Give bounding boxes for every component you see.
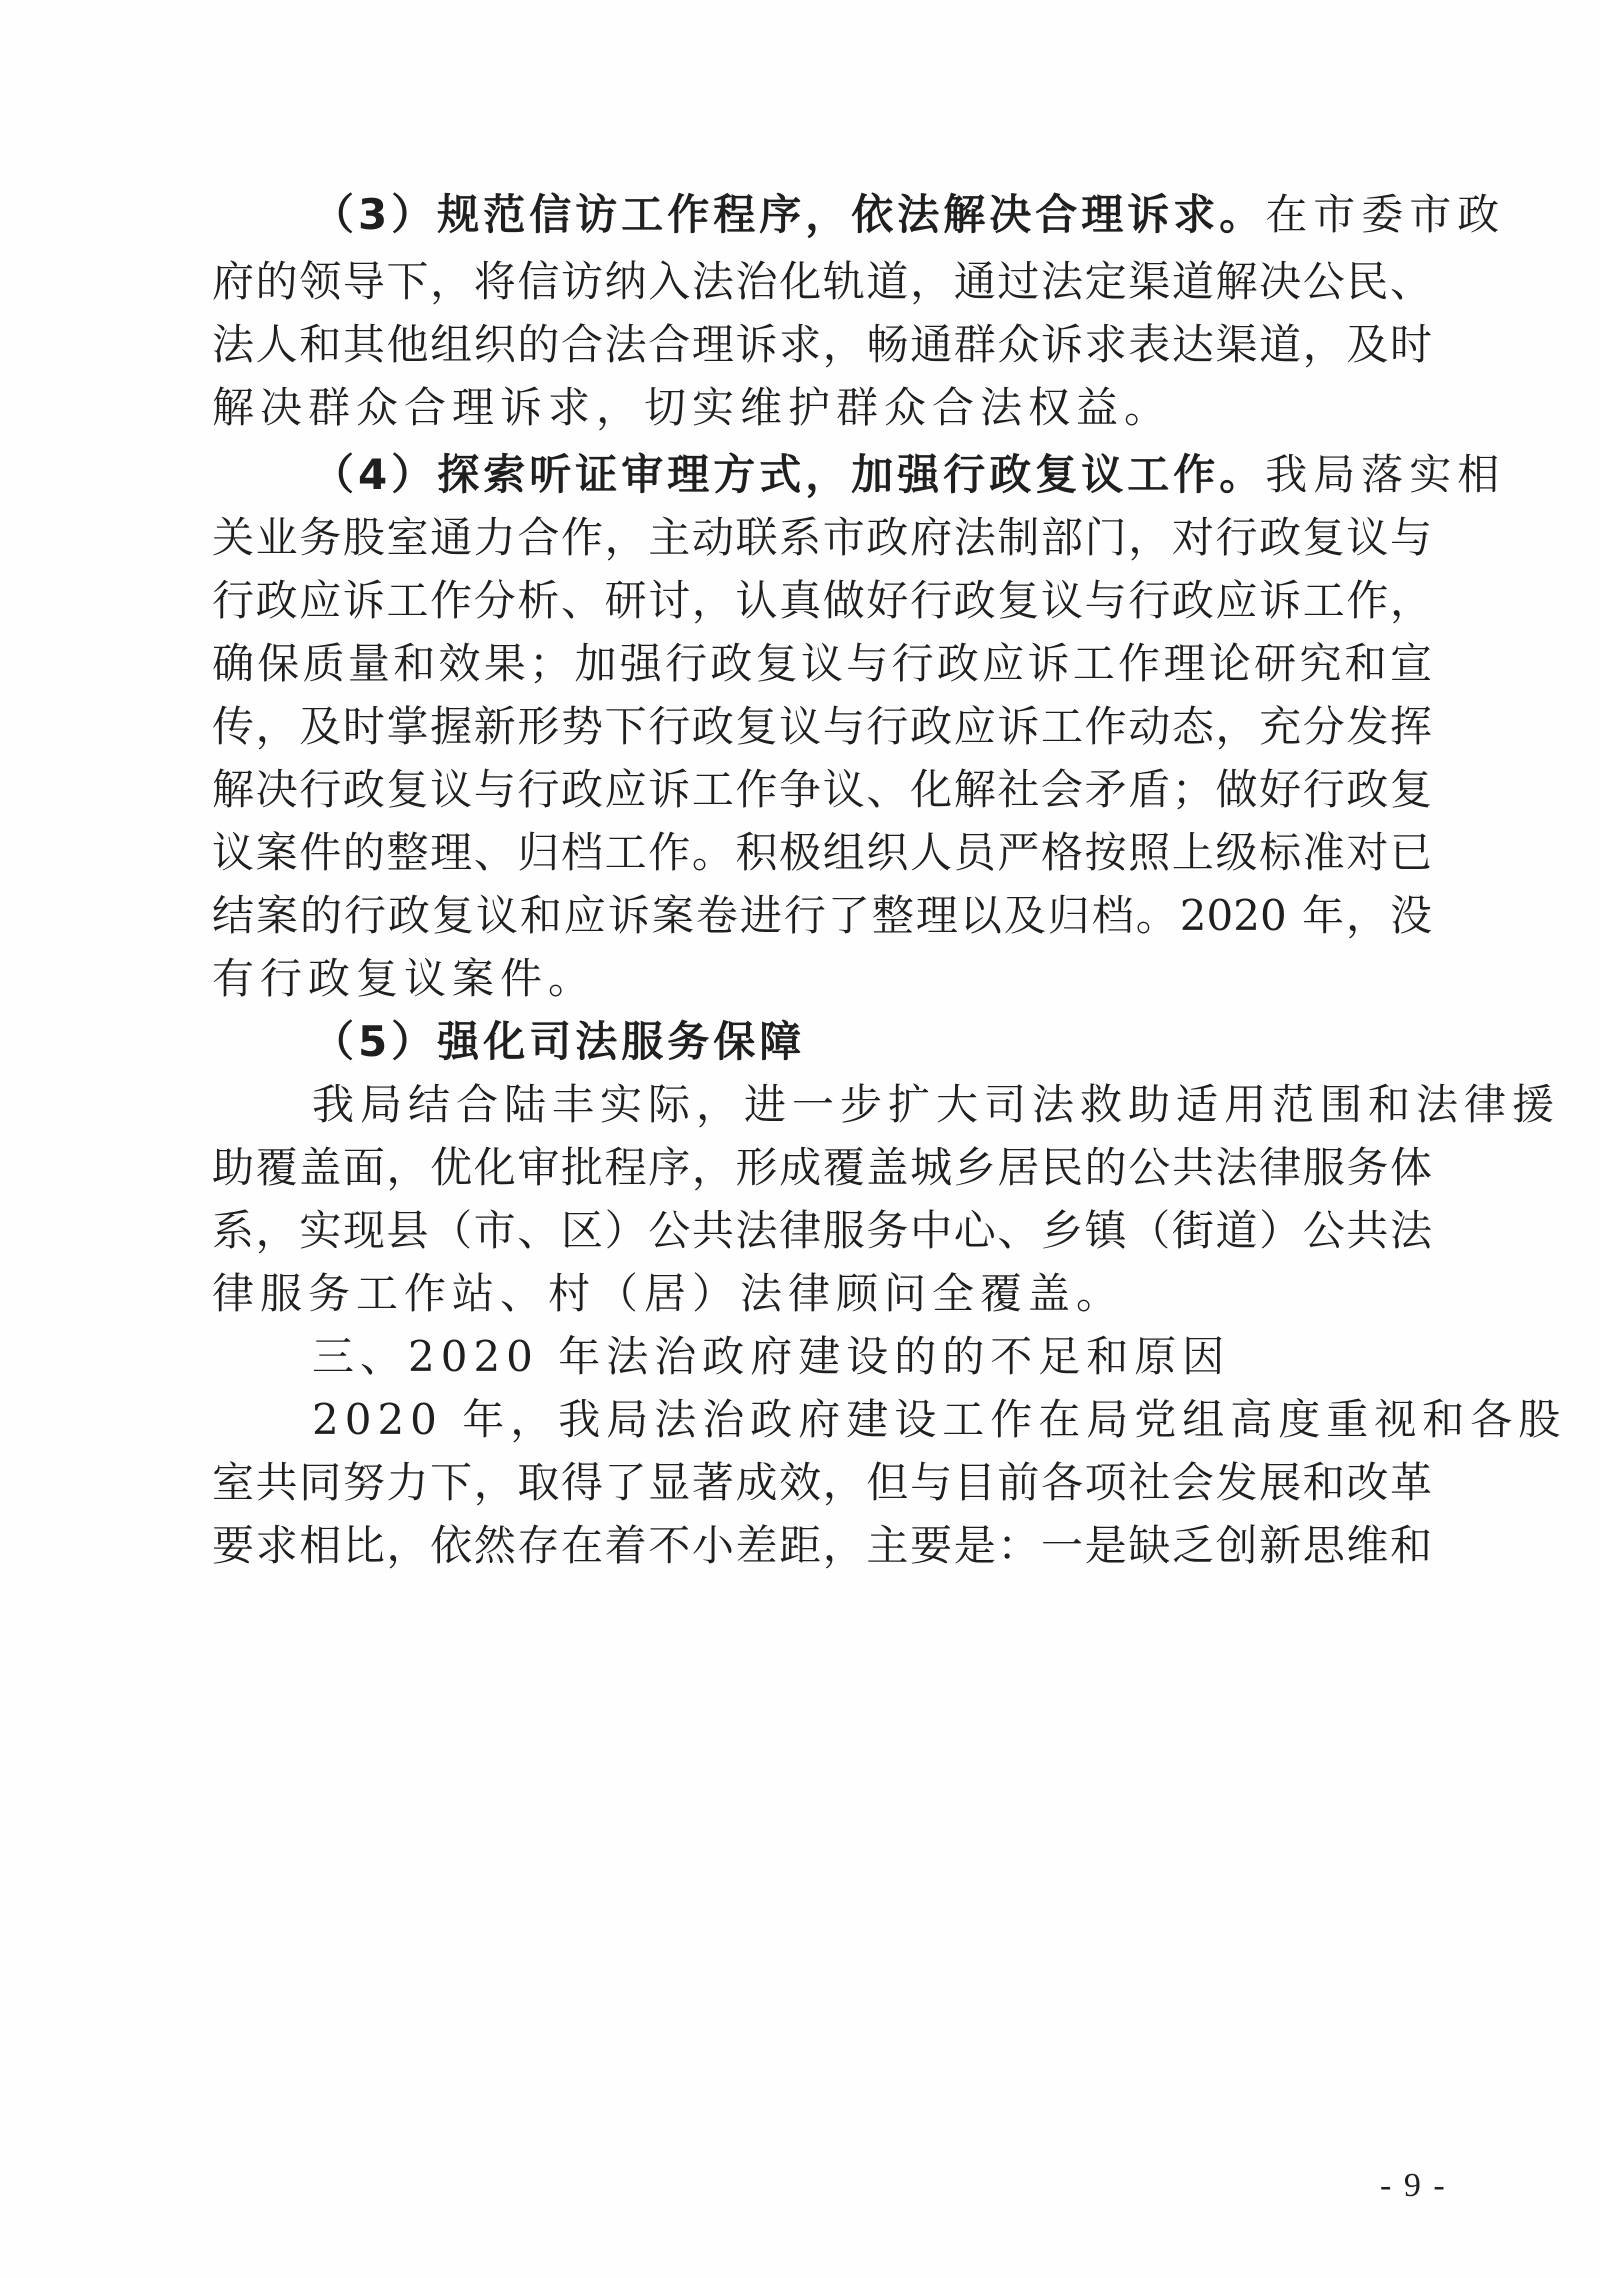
page-number: - 9 -	[1380, 2167, 1447, 2204]
text-line: 议案件的整理、归档工作。积极组织人员严格按照上级标准对已	[212, 828, 1432, 877]
text-line: 要求相比，依然存在着不小差距，主要是：一是缺乏创新思维和	[212, 1521, 1432, 1570]
text-line: 室共同努力下，取得了显著成效，但与目前各项社会发展和改革	[212, 1458, 1432, 1507]
section-heading: （4）探索听证审理方式，加强行政复议工作。	[312, 450, 1266, 499]
text-line: 系，实现县（市、区）公共法律服务中心、乡镇（街道）公共法	[212, 1206, 1432, 1255]
line-text: 我局落实相	[1265, 450, 1506, 499]
text-line: 解决群众合理诉求，切实维护群众合法权益。	[212, 383, 1173, 432]
text-line: 解决行政复议与行政应诉工作争议、化解社会矛盾；做好行政复	[212, 765, 1432, 814]
text-line: 传，及时掌握新形势下行政复议与行政应诉工作动态，充分发挥	[212, 702, 1432, 751]
text-line: 行政应诉工作分析、研讨，认真做好行政复议与行政应诉工作，	[212, 576, 1432, 625]
text-line	[312, 1017, 1532, 1067]
text-line: 法人和其他组织的合法合理诉求，畅通群众诉求表达渠道，及时	[212, 320, 1432, 369]
text-line: 律服务工作站、村（居）法律顾问全覆盖。	[212, 1269, 1125, 1318]
text-line: 我局结合陆丰实际，进一步扩大司法救助适用范围和法律援	[312, 1080, 1561, 1129]
text-line: 2020 年，我局法治政府建设工作在局党组高度重视和各股	[312, 1395, 1567, 1444]
text-line: 结案的行政复议和应诉案卷进行了整理以及归档。2020 年，没	[212, 891, 1432, 940]
text-line: 关业务股室通力合作，主动联系市政府法制部门，对行政复议与	[212, 513, 1432, 562]
section-title: 三、2020 年法治政府建设的的不足和原因	[312, 1332, 1231, 1381]
section-heading: （3）规范信访工作程序，依法解决合理诉求。	[312, 190, 1266, 239]
text-line: 有行政复议案件。	[212, 954, 597, 1003]
text-line	[312, 190, 1532, 240]
text-line: 府的领导下，将信访纳入法治化轨道，通过法定渠道解决公民、	[212, 257, 1432, 306]
line-text: 在市委市政	[1265, 190, 1506, 239]
text-line: 助覆盖面，优化审批程序，形成覆盖城乡居民的公共法律服务体	[212, 1143, 1432, 1192]
text-line: 确保质量和效果；加强行政复议与行政应诉工作理论研究和宣	[212, 639, 1432, 688]
text-line	[312, 450, 1532, 500]
section-heading: （5）强化司法服务保障	[312, 1017, 806, 1066]
